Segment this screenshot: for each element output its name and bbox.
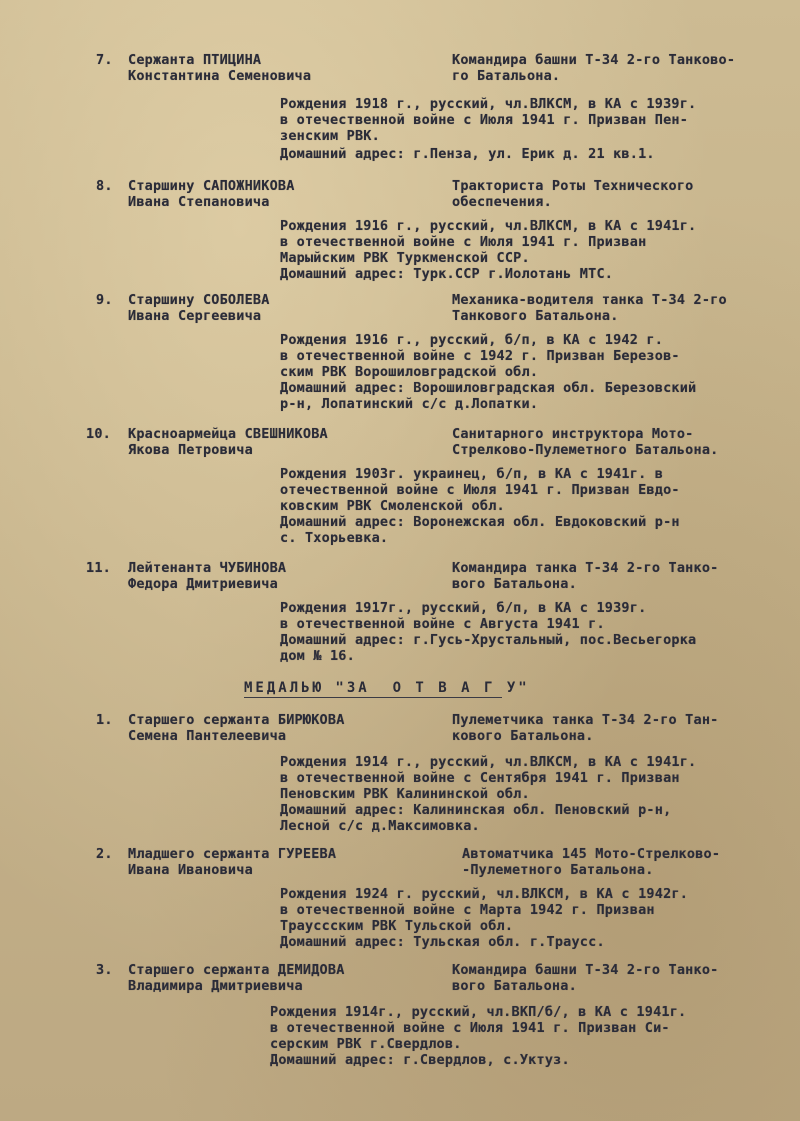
entry-rank-surname: Младшего сержанта ГУРЕЕВА [128,846,337,862]
entry-address: Домашний адрес: Тульская обл. г.Траусс. [280,934,605,950]
entry-bio-line: Рождения 1916 г., русский, б/п, в КА с 1942 г. [280,332,664,348]
entry-bio-line: зенским РВК. [280,128,380,144]
entry-bio-line: в отечественной войне с Июля 1941 г. Призван Пен- [280,112,689,128]
entry-position: Пулеметчика танка Т-34 2-го Тан- [452,712,719,728]
entry-rank-surname: Старшего сержанта ДЕМИДОВА [128,962,345,978]
entry-rank-surname: Старшину САПОЖНИКОВА [128,178,295,194]
entry-number: 8. [96,178,113,194]
entry-bio-line: Рождения 1924 г. русский, чл.ВЛКСМ, в КА с 1942г. [280,886,689,902]
section-underline [244,697,502,698]
entry-position: Тракториста Роты Технического [452,178,694,194]
entry-position: Командира башни Т-34 2-го Танко- [452,962,719,978]
entry-bio-line: в отечественной войне с Марта 1942 г. Призван [280,902,655,918]
entry-number: 2. [96,846,113,862]
entry-bio-line: Рождения 1918 г., русский, чл.ВЛКСМ, в КА с 1939г. [280,96,697,112]
entry-address: Домашний адрес: г.Гусь-Хрустальный, пос.Весьегорка [280,632,697,648]
entry-address-cont: р-н, Лопатинский с/с д.Лопатки. [280,396,539,412]
entry-position-cont: обеспечения. [452,194,552,210]
section-title: МЕДАЛЬЮ "ЗА О Т В А Г У" [244,680,530,696]
entry-number: 1. [96,712,113,728]
entry-bio-line: в отечественной войне с Июля 1941 г. Призван [280,234,647,250]
entry-number: 7. [96,52,113,68]
entry-bio-line: в отечественной войне с 1942 г. Призван Березов- [280,348,680,364]
entry-rank-surname: Сержанта ПТИЦИНА [128,52,262,68]
entry-address: Домашний адрес: г.Пенза, ул. Ерик д. 21 кв.1. [280,146,655,162]
entry-position-cont: Танкового Батальона. [452,308,619,324]
entry-given-names: Якова Петровича [128,442,253,458]
entry-given-names: Владимира Дмитриевича [128,978,303,994]
entry-bio-line: Рождения 1914 г., русский, чл.ВЛКСМ, в КА с 1941г. [280,754,697,770]
entry-position: Автоматчика 145 Мото-Стрелково- [462,846,721,862]
entry-bio-line: в отечественной войне с Июля 1941 г. Призван Си- [270,1020,670,1036]
entry-given-names: Семена Пантелеевича [128,728,287,744]
entry-number: 3. [96,962,113,978]
entry-rank-surname: Старшину СОБОЛЕВА [128,292,270,308]
entry-bio-line: Пеновским РВК Калининской обл. [280,786,530,802]
entry-bio-line: Трауссским РВК Тульской обл. [280,918,514,934]
entry-address: Домашний адрес: Турк.ССР г.Иолотань МТС. [280,266,614,282]
entry-given-names: Ивана Сергеевича [128,308,262,324]
entry-bio-line: в отечественной войне с Сентября 1941 г. Призван [280,770,680,786]
entry-bio-line: отечественной войне с Июля 1941 г. Призван Евдо- [280,482,680,498]
entry-position-cont: вого Батальона. [452,576,577,592]
entry-position: Командира башни Т-34 2-го Танково- [452,52,736,68]
entry-bio-line: ковским РВК Смоленской обл. [280,498,505,514]
entry-position-cont: кового Батальона. [452,728,594,744]
entry-address-cont: с. Тхорьевка. [280,530,389,546]
entry-rank-surname: Старшего сержанта БИРЮКОВА [128,712,345,728]
entry-position-cont: -Пулеметного Батальона. [462,862,654,878]
entry-position-cont: Стрелково-Пулеметного Батальона. [452,442,719,458]
entry-position: Механика-водителя танка Т-34 2-го [452,292,727,308]
entry-given-names: Константина Семеновича [128,68,312,84]
entry-rank-surname: Лейтенанта ЧУБИНОВА [128,560,287,576]
entry-bio-line: Рождения 1903г. украинец, б/п, в КА с 1941г. в [280,466,664,482]
entry-bio-line: ским РВК Ворошиловградской обл. [280,364,539,380]
entry-position-cont: вого Батальона. [452,978,577,994]
entry-bio-line: серским РВК г.Свердлов. [270,1036,462,1052]
entry-number: 10. [86,426,111,442]
entry-number: 11. [86,560,111,576]
entry-bio-line: Рождения 1917г., русский, б/п, в КА с 1939г. [280,600,647,616]
entry-bio-line: Марыйским РВК Туркменской ССР. [280,250,530,266]
entry-given-names: Федора Дмитриевича [128,576,278,592]
entry-address-cont: дом № 16. [280,648,355,664]
entry-bio-line: в отечественной войне с Августа 1941 г. [280,616,605,632]
entry-position: Санитарного инструктора Мото- [452,426,694,442]
entry-address-cont: Лесной с/с д.Максимовка. [280,818,480,834]
entry-address: Домашний адрес: г.Свердлов, с.Уктуз. [270,1052,570,1068]
entry-bio-line: Рождения 1916 г., русский, чл.ВЛКСМ, в КА с 1941г. [280,218,697,234]
entry-rank-surname: Красноармейца СВЕШНИКОВА [128,426,328,442]
entry-position: Командира танка Т-34 2-го Танко- [452,560,719,576]
entry-address: Домашний адрес: Ворошиловградская обл. Березовский [280,380,697,396]
entry-given-names: Ивана Ивановича [128,862,253,878]
entry-address: Домашний адрес: Воронежская обл. Евдоковский р-н [280,514,680,530]
entry-bio-line: Рождения 1914г., русский, чл.ВКП/б/, в КА с 1941г. [270,1004,687,1020]
entry-given-names: Ивана Степановича [128,194,270,210]
entry-number: 9. [96,292,113,308]
entry-address: Домашний адрес: Калининская обл. Пеновский р-н, [280,802,672,818]
entry-position-cont: го Батальона. [452,68,561,84]
